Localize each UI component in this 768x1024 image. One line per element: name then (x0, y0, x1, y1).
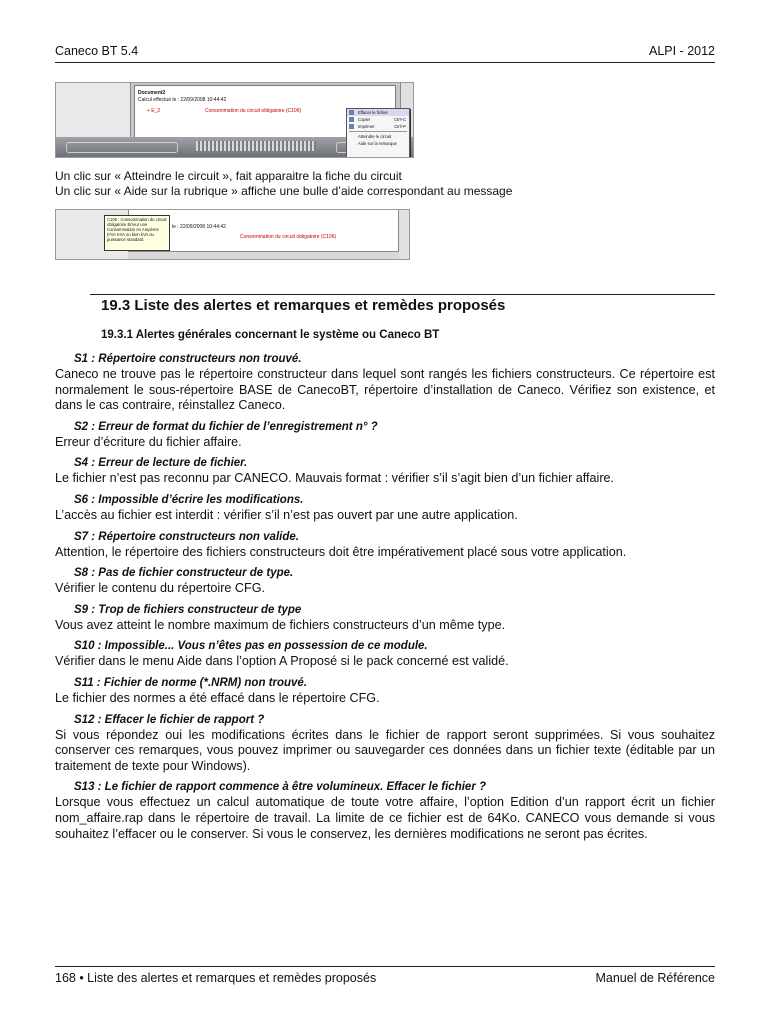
alert-entry (55, 639, 715, 670)
intro-text (55, 169, 512, 198)
alert-message[interactable]: Consommation du circuit obligatoire (C106) (240, 234, 337, 240)
section-divider (90, 294, 715, 295)
menu-item-print[interactable]: Imprimer Ctrl+P (347, 123, 409, 130)
subsection-title: 19.3.1 Alertes générales concernant le système ou Caneco BT (101, 329, 440, 341)
intro-line-2: Un clic sur « Aide sur la rubrique » affiche une bulle d’aide correspondant au message (55, 183, 513, 198)
alert-title: S13 : Le fichier de rapport commence à être volumineux. Effacer le fichier ? (74, 781, 487, 794)
alert-body: Caneco ne trouve pas le répertoire constructeur dans lequel sont rangés les fichiers constructeurs. Ce répertoire est normalement le sous-répertoire BASE de CanecoBT, répertoire d’installation de Caneco. Vérifiez son existence, et dans le cas contraire, réinstallez Caneco. (55, 367, 715, 413)
print-icon (349, 124, 354, 129)
alert-body: Le fichier n’est pas reconnu par CANECO. Mauvais format : vérifier s’il s’agit bien d’un fichier affaire. (55, 471, 615, 486)
alert-title: S12 : Effacer le fichier de rapport ? (74, 713, 265, 726)
alert-entry (55, 566, 715, 597)
alert-entry (55, 780, 715, 842)
header-publisher: ALPI - 2012 (648, 44, 715, 58)
tree-panel (56, 83, 131, 137)
doc-title: Document2 (138, 90, 166, 96)
alert-entry (55, 713, 715, 775)
alerts-list (55, 352, 715, 848)
alert-body: L’accès au fichier est interdit : vérifier s’il n’est pas ouvert par une autre application. (55, 507, 518, 522)
menu-item-goto-circuit[interactable]: Atteindre le circuit (358, 134, 392, 139)
alert-entry (55, 603, 715, 634)
alert-entry (55, 676, 715, 707)
alert-title: S2 : Erreur de format du fichier de l’enregistrement n° ? (74, 420, 378, 433)
alert-body: Erreur d’écriture du fichier affaire. (55, 434, 242, 449)
alert-entry (55, 493, 715, 524)
header-product: Caneco BT 5.4 (55, 44, 139, 58)
alert-entry (55, 420, 715, 451)
alert-title: S8 : Pas de fichier constructeur de type. (74, 567, 294, 580)
footer-manual-name: Manuel de Référence (595, 971, 715, 985)
alert-body: Vérifier le contenu du répertoire CFG. (55, 581, 265, 596)
alert-title: S10 : Impossible... Vous n’êtes pas en possession de ce module. (74, 640, 428, 653)
section-title: 19.3 Liste des alertes et remarques et remèdes proposés (101, 297, 506, 314)
footer-page-info: 168 • Liste des alertes et remarques et remèdes proposés (55, 971, 377, 985)
page-header (55, 44, 715, 63)
calc-line: Calcul effectué le : 22/09/2008 10:44:42 (138, 97, 227, 103)
alert-entry (55, 530, 715, 561)
alert-title: S11 : Fichier de norme (*.NRM) non trouvé. (74, 676, 308, 689)
alert-title: S4 : Erreur de lecture de fichier. (74, 457, 248, 470)
alert-body: Vérifier dans le menu Aide dans l’option A Proposé si le pack concerné est validé. (55, 654, 509, 669)
menu-item-help[interactable]: Aide sur la remarque (358, 141, 397, 146)
calc-line: le : 22/09/2008 10:44:42 (172, 224, 226, 230)
alert-body: Si vous répondez oui les modifications écrites dans le fichier de rapport seront supprimées. Si vous souhaitez conserver ces remarques, vous pouvez imprimer ou sauvegarder ces données dans un fichier texte (éditable par un traitement de texte pour Windows). (55, 727, 715, 773)
band-ornament (66, 142, 178, 153)
alert-entry (55, 456, 715, 487)
menu-item-delete-file[interactable]: Effacer le fichier (347, 109, 409, 116)
alert-body: Vous avez atteint le nombre maximum de fichiers constructeurs d’un même type. (55, 617, 506, 632)
screenshot-context-menu (55, 82, 414, 158)
circuit-item[interactable]: + E_2 (147, 108, 161, 114)
alert-title: S6 : Impossible d’écrire les modifications. (74, 493, 304, 506)
band-pattern (196, 141, 316, 151)
menu-separator (349, 131, 407, 132)
scrollbar[interactable] (398, 210, 409, 259)
alert-body: Le fichier des normes a été effacé dans le répertoire CFG. (55, 690, 380, 705)
alert-title: S9 : Trop de fichiers constructeur de type (74, 603, 302, 616)
delete-icon (349, 110, 354, 115)
alert-body: Lorsque vous effectuez un calcul automatique de toute votre affaire, l’option Edition d’un rapport écrit un fichier nom_affaire.rap dans le répertoire de travail. La limite de ce fichier est de 64Ko. CANECO vous demande si vous souhaitez l’effacer ou le conserver. Si vous le conservez, les dernières modifications ne seront pas écrites. (55, 795, 715, 841)
menu-item-copy[interactable]: Copier Ctrl+C (347, 116, 409, 123)
alert-title: S7 : Répertoire constructeurs non valide. (74, 530, 299, 543)
alert-message[interactable]: Consommation du circuit obligatoire (C106) (205, 108, 302, 114)
screenshot-help-tooltip (55, 209, 410, 260)
copy-icon (349, 117, 354, 122)
intro-line-1: Un clic sur « Atteindre le circuit », fait apparaitre la fiche du circuit (55, 169, 402, 183)
context-menu (346, 108, 410, 158)
alert-body: Attention, le répertoire des fichiers constructeurs doit être impérativement placé sous votre application. (55, 544, 627, 559)
alert-title: S1 : Répertoire constructeurs non trouvé. (74, 353, 302, 365)
alert-entry (55, 352, 715, 414)
horizontal-scrollbar[interactable] (128, 251, 399, 260)
help-tooltip: C106 : Consommation du circuit obligatoire Erreur une Consommation en Ampères (I*en KVA ou bien kVA ou puissance standard. (104, 215, 170, 251)
page-footer (55, 966, 715, 989)
